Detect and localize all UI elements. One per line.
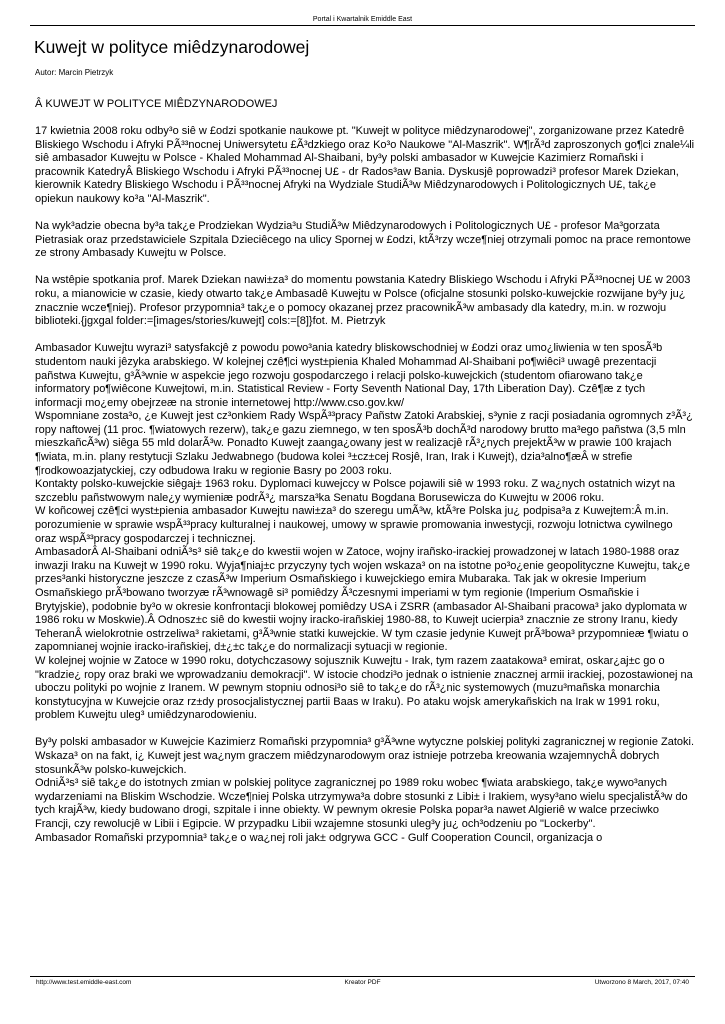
article-subtitle: Â KUWEJT W POLITYCE MIÊDZYNARODOWEJ	[35, 98, 278, 110]
paragraph: 17 kwietnia 2008 roku odby³o siê w £odzi spotkanie naukowe pt. "Kuwejt w polityce miêdzynarodowej", zorganizowane przez Katedrê Bliskiego Wschodu i Afryki PÃ³³nocnej Uniwersytetu £Ã³dzkiego oraz Ko³o Naukowe "Al-Maszrik". W¶rÃ³d zaproszonych go¶ci znale¼li siê ambasador Kuwejtu w Polsce - Khaled Mohammad Al-Shaibani, by³y polski ambasador w Kuwejcie Kazimierz Romañski i pracownik KatedryÂ Bliskiego Wschodu i Afryki PÃ³³nocnej U£ - dr Rados³aw Bania. Dyskusjê poprowadzi³ profesor Marek Dziekan, kierownik Katedry Bliskiego Wschodu i PÃ³³nocnej Afryki na Wydziale StudiÃ³w Miêdzynarodowych i Politologicznych U£, tak¿e opiekun naukowy ko³a "Al-Maszrik".	[35, 125, 695, 206]
paragraph: AmbasadorÂ Al-Shaibani odniÃ³s³ siê tak¿e do kwestii wojen w Zatoce, wojny irañsko-irackiej prowadzonej w latach 1980-1988 oraz inwazji Iraku na Kuwejt w 1990 roku. Wyja¶niaj±c przyczyny tych wojen wskaza³ on na istotne po³o¿enie geopolityczne Kuwejtu, tak¿e przes³anki historyczne jeszcze z czasÃ³w Imperium Osmañskiego i kuwejckiego emira Mubaraka. Tak jak w okresie Imperium Osmañskiego prÃ³bowano tworzyæ rÃ³wnowagê si³ pomiêdzy Ã³czesnymi imperiami w tym regionie (Imperium Osmañskie i Brytyjskie), podobnie by³o w okresie konfrontacji blokowej pomiêdzy USA i ZSRR (ambasador Al-Shaibani pracowa³ jako dyplomata w 1986 roku w Moskwie).Â Odnosz±c siê do kwestii wojny iracko-irañskiej 1980-88, to Kuwejt ucierpia³ znacznie ze strony Iranu, kiedy TeheranÂ wielokrotnie ostrzeliwa³ rakietami, g³Ã³wnie statki kuwejckie. W tym czasie jedynie Kuwejt prÃ³bowa³ przypomnieæ ¶wiatu o zapomnianej wojnie iracko-irañskiej, d±¿±c tak¿e do normalizacji sytuacji w regionie.	[35, 546, 691, 654]
article-body	[35, 98, 695, 845]
page-footer	[30, 976, 695, 988]
paragraph: Ambasador Kuwejtu wyrazi³ satysfakcjê z powodu powo³ania katedry bliskowschodniej w £odzi oraz umo¿liwienia w ten sposÃ³b studentom nauki jêzyka arabskiego. W kolejnej czê¶ci wyst±pienia Khaled Mohammad Al-Shaibani po¶wiêci³ uwagê prezentacji pañstwa Kuwejtu, g³Ã³wnie w aspekcie jego rozwoju gospodarczego i relacji polsko-kuwejckich (studentom ofiarowano tak¿e informatory po¶wiêcone Kuwejtowi, m.in. Statistical Review - Forty Seventh National Day, 17th Liberation Day). Czê¶æ z tych informacji mo¿emy obejrzeæ na stronie internetowej http://www.cso.gov.kw/	[35, 342, 663, 409]
footer-url: http://www.test.emiddle-east.com	[36, 979, 132, 986]
paragraph: Na wstêpie spotkania prof. Marek Dziekan nawi±za³ do momentu powstania Katedry Bliskiego Wschodu i Afryki PÃ³³nocnej U£ w 2003 roku, a mianowicie w czasie, kiedy otwarto tak¿e Ambasadê Kuwejtu w Polsce (oficjalne stosunki polsko-kuwejckie rozwijane by³y ju¿ znacznie wcze¶niej). Profesor przypomnia³ tak¿e o pomocy okazanej przez pracownikÃ³w ambasady dla katedry, m.in. w rozwoju biblioteki.{jgxgal folder:=[images/stories/kuwejt] cols:=[8]}fot. M. Pietrzyk	[35, 274, 691, 328]
paragraph: W koñcowej czê¶ci wyst±pienia ambasador Kuwejtu nawi±za³ do szeregu umÃ³w, ktÃ³re Polska ju¿ podpisa³a z Kuwejtem:Â m.in. porozumienie w sprawie wspÃ³³pracy kulturalnej i naukowej, umowy w sprawie promowania inwestycji, rozwoju lotnictwa cywilnego oraz wspÃ³³pracy gospodarczej i technicznej.	[35, 505, 673, 545]
site-name: Portal i Kwartalnik Emiddle East	[312, 16, 413, 23]
paragraph: Wspomniane zosta³o, ¿e Kuwejt jest cz³onkiem Rady WspÃ³³pracy Pañstw Zatoki Arabskiej, s³ynie z racji posiadania ogromnych z³Ã³¿ ropy naftowej (11 proc. ¶wiatowych rezerw), tak¿e gazu ziemnego, w ten sposÃ³b dochÃ³d narodowy brutto ma³ego pañstwa (3,5 mln mieszkañcÃ³w) siêga 55 mld dolarÃ³w. Ponadto Kuwejt zaanga¿owany jest w realizacjê rÃ³¿nych prejektÃ³w w prawie 100 krajach ¶wiata, m.in. plany restytucji Szlaku Jedwabnego (budowa kolei ³±cz±cej Rosjê, Iran, Irak i Kuwejt), dzia³alno¶æÂ w strefie ¶rodkowoazjatyckiej, czy odbudowa Iraku w regionie Basry po 2003 roku.	[35, 410, 693, 477]
footer-created: Utworzono 8 March, 2017, 07:40	[594, 979, 689, 986]
footer-generator: Kreator PDF	[344, 979, 381, 986]
paragraph: Na wyk³adzie obecna by³a tak¿e Prodziekan Wydzia³u StudiÃ³w Miêdzynarodowych i Politologicznych U£ - profesor Ma³gorzata Pietrasiak oraz przedstawiciele Szpitala Dzieciêcego na ulicy Spornej w £odzi, ktÃ³rzy wcze¶niej otrzymali pomoc na prace remontowe ze strony Ambasady Kuwejtu w Polsce.	[35, 220, 691, 260]
paragraph: Ambasador Romañski przypomnia³ tak¿e o wa¿nej roli jak± odgrywa GCC - Gulf Cooperation Council, organizacja o	[35, 831, 603, 844]
article-title: Kuwejt w polityce miêdzynarodowej	[34, 37, 310, 57]
page-header	[30, 16, 695, 26]
paragraph: W kolejnej wojnie w Zatoce w 1990 roku, dotychczasowy sojusznik Kuwejtu - Irak, tym razem zaatakowa³ emirat, oskar¿aj±c go o "kradzie¿ ropy oraz braki we wprowadzaniu demokracji". W istocie chodzi³o jednak o istnienie znacznej armii irackiej, pozostawionej na uboczu polityki po wojnie z Iranem. W pewnym stopniu odnosi³o siê to tak¿e do rÃ³¿nic systemowych (muzu³mañska monarchia konstytucyjna w Kuwejcie oraz rz±dy prosocjalistycznej partii Baas w Iraku). Po ataku wojsk amerykañskich na Irak w 1991 roku, problem Kuwejtu uleg³ umiêdzynarodowieniu.	[35, 654, 693, 722]
article-author: Autor: Marcin Pietrzyk	[35, 68, 114, 77]
paragraph: By³y polski ambasador w Kuwejcie Kazimierz Romañski przypomnia³ g³Ã³wne wytyczne polskiej polityki zagranicznej w regionie Zatoki. Wskaza³ on na fakt, i¿ Kuwejt jest wa¿nym graczem miêdzynarodowym oraz istnieje potrzeba kreowania wzajemnychÂ dobrych stosunkÃ³w polsko-kuwejckich.	[35, 736, 695, 776]
paragraph: Kontakty polsko-kuwejckie siêgaj± 1963 roku. Dyplomaci kuwejccy w Polsce pojawili siê w 1993 roku. Z wa¿nych ostatnich wizyt na szczeblu pañstwowym nale¿y wymieniæ podrÃ³¿ marsza³ka Senatu Bogdana Borusewicza do Kuwejtu w 2006 roku.	[35, 478, 676, 504]
paragraph: OdniÃ³s³ siê tak¿e do istotnych zmian w polskiej polityce zagranicznej po 1989 roku wobec ¶wiata arabskiego, tak¿e wywo³anych wydarzeniami na Bliskim Wschodzie. Wcze¶niej Polska utrzymywa³a dobre stosunki z Libi± i Irakiem, wysy³ano wielu specjalistÃ³w do tych krajÃ³w, kiedy budowano drogi, szpitale i inne obiekty. W pewnym okresie Polska popar³a nawet Algieriê w walce przeciwko Francji, czy rewolucjê w Libii i Egipcie. W przypadku Libii wzajemne stosunki uleg³y ju¿ och³odzeniu po "Lockerby".	[35, 777, 688, 830]
